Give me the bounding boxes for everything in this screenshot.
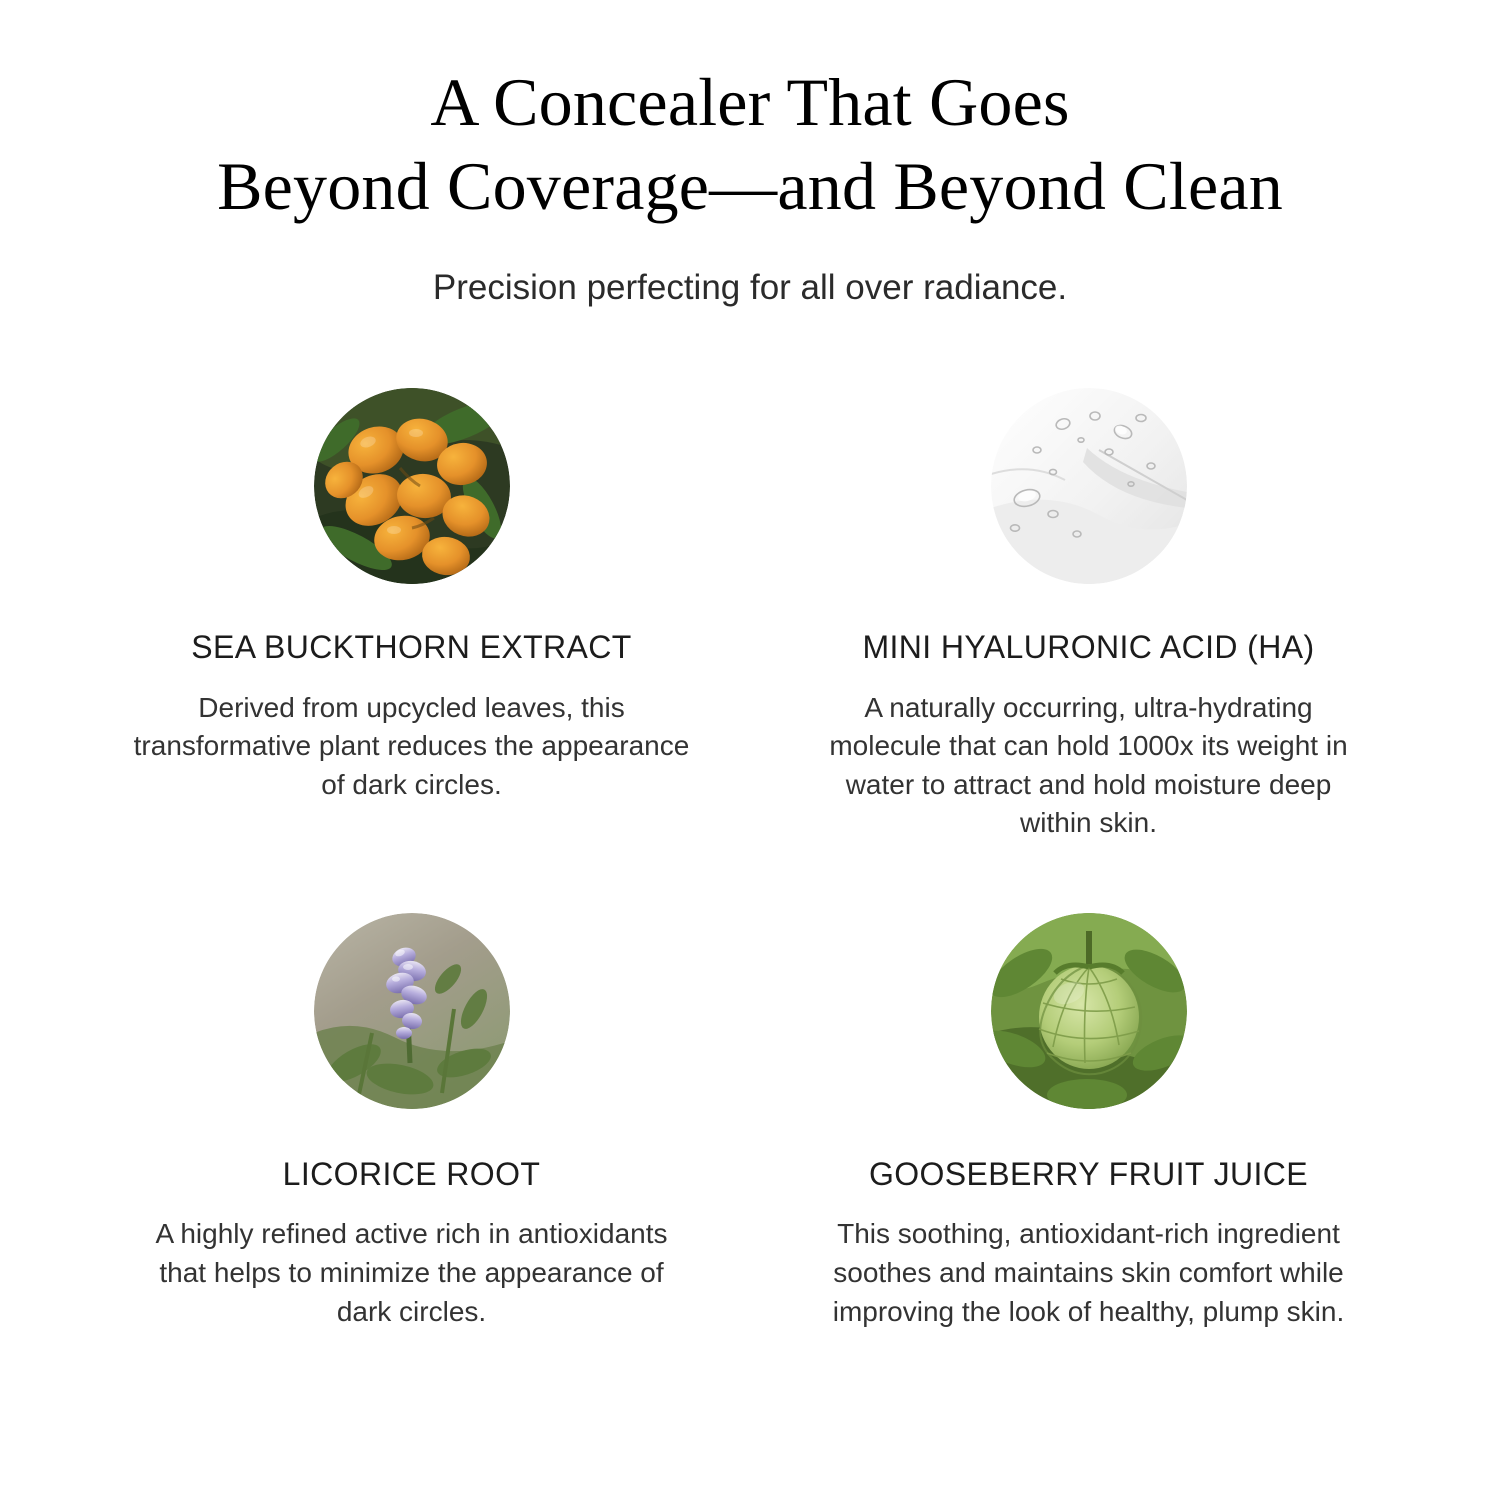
ingredient-title: GOOSEBERRY FRUIT JUICE <box>868 1156 1309 1193</box>
ingredient-description: Derived from upcycled leaves, this transformative plant reduces the appearance of dark circles. <box>133 691 690 800</box>
ingredient-card <box>792 913 1385 1331</box>
ingredient-title: LICORICE ROOT <box>282 1156 541 1193</box>
ingredient-card <box>115 388 708 843</box>
ingredient-description: This soothing, antioxidant-rich ingredient soothes and maintains skin comfort while improving the look of healthy, plump skin. <box>832 1218 1345 1327</box>
ingredient-title: SEA BUCKTHORN EXTRACT <box>191 629 632 666</box>
page-title-line-1: A Concealer That Goes <box>430 64 1070 140</box>
page-title <box>217 60 1283 229</box>
sea-buckthorn-berries-photo <box>314 388 510 584</box>
ingredient-description: A naturally occurring, ultra-hydrating molecule that can hold 1000x its weight in water to attract and hold moisture deep within skin. <box>829 691 1348 839</box>
ingredient-grid <box>115 388 1385 1331</box>
gooseberry-fruit-photo <box>991 913 1187 1109</box>
ingredient-description: A highly refined active rich in antioxidants that helps to minimize the appearance of dark circles. <box>155 1218 668 1327</box>
licorice-root-flower-photo <box>314 913 510 1109</box>
page-subtitle: Precision perfecting for all over radiance. <box>432 267 1068 307</box>
ingredient-card <box>115 913 708 1331</box>
page-title-line-2: Beyond Coverage—and Beyond Clean <box>217 148 1283 225</box>
ingredient-card <box>792 388 1385 843</box>
ingredient-title: MINI HYALURONIC ACID (HA) <box>862 629 1315 666</box>
hyaluronic-acid-gel-texture-photo <box>991 388 1187 584</box>
